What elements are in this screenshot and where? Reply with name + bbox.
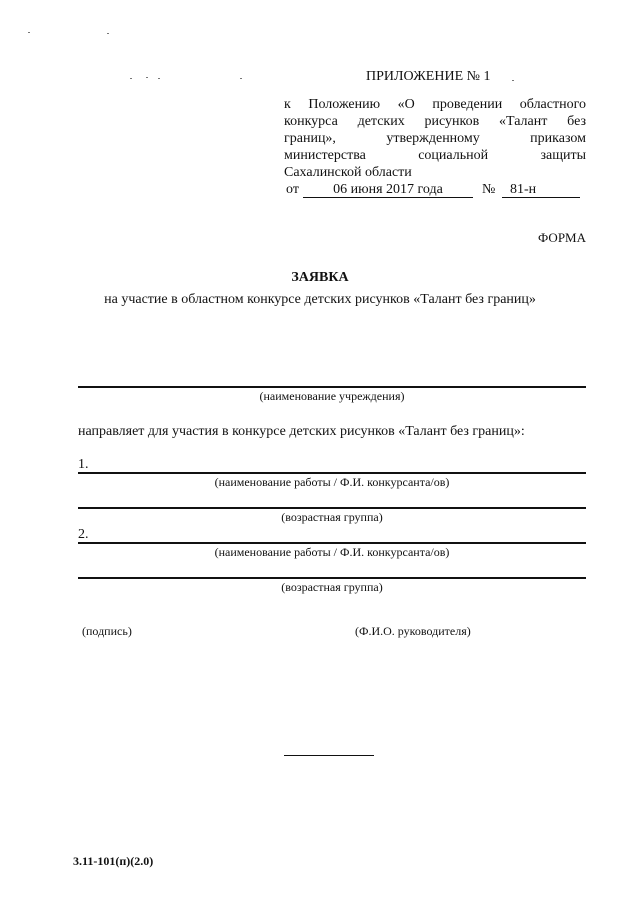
scan-speck: [158, 78, 160, 79]
application-title: ЗАЯВКА: [291, 270, 349, 285]
scan-speck: [107, 33, 109, 34]
appendix-reference: [284, 96, 586, 181]
entry-work-line: [78, 472, 586, 474]
appendix-line: границ», утвержденному приказом: [284, 131, 586, 146]
appendix-line: к Положению «О проведении областного: [284, 97, 586, 112]
appendix-line: конкурса детских рисунков «Талант без: [284, 114, 586, 129]
institution-caption: (наименование учреждения): [259, 389, 405, 403]
appendix-line: министерства социальной защиты: [284, 148, 586, 163]
appendix-line: Сахалинской области: [284, 165, 412, 180]
appendix-date: 06 июня 2017 года: [333, 182, 443, 197]
sends-text: направляет для участия в конкурсе детских рисунков «Талант без границ»:: [78, 424, 525, 439]
appendix-number: 81-н: [510, 182, 537, 197]
entry-age-line: [78, 577, 586, 579]
form-label: ФОРМА: [538, 230, 586, 245]
entry-work-caption: (наименование работы / Ф.И. конкурсанта/ов): [214, 545, 450, 559]
appendix-title: ПРИЛОЖЕНИЕ № 1: [366, 69, 491, 84]
scan-speck: [146, 77, 148, 78]
application-subtitle: на участие в областном конкурсе детских рисунков «Талант без границ»: [104, 292, 536, 307]
scan-speck: [130, 78, 132, 79]
document-code: 3.11-101(п)(2.0): [73, 854, 154, 868]
signature-caption: (подпись): [82, 624, 132, 638]
entry-age-caption: (возрастная группа): [281, 510, 383, 524]
entry-work-line: [78, 542, 586, 544]
number-sign: №: [482, 182, 496, 197]
entry-number: 2.: [78, 527, 89, 542]
entry-work-caption: (наименование работы / Ф.И. конкурсанта/ов): [214, 475, 450, 489]
scan-speck: [28, 32, 30, 33]
head-name-caption: (Ф.И.О. руководителя): [355, 624, 471, 638]
entry-age-line: [78, 507, 586, 509]
scan-speck: [240, 78, 242, 79]
separator-line: [284, 755, 374, 756]
entry-age-caption: (возрастная группа): [281, 580, 383, 594]
entry-number: 1.: [78, 457, 89, 472]
scan-speck: [512, 80, 514, 81]
institution-field-line: [78, 386, 586, 388]
appendix-from-prefix: от: [286, 182, 299, 197]
